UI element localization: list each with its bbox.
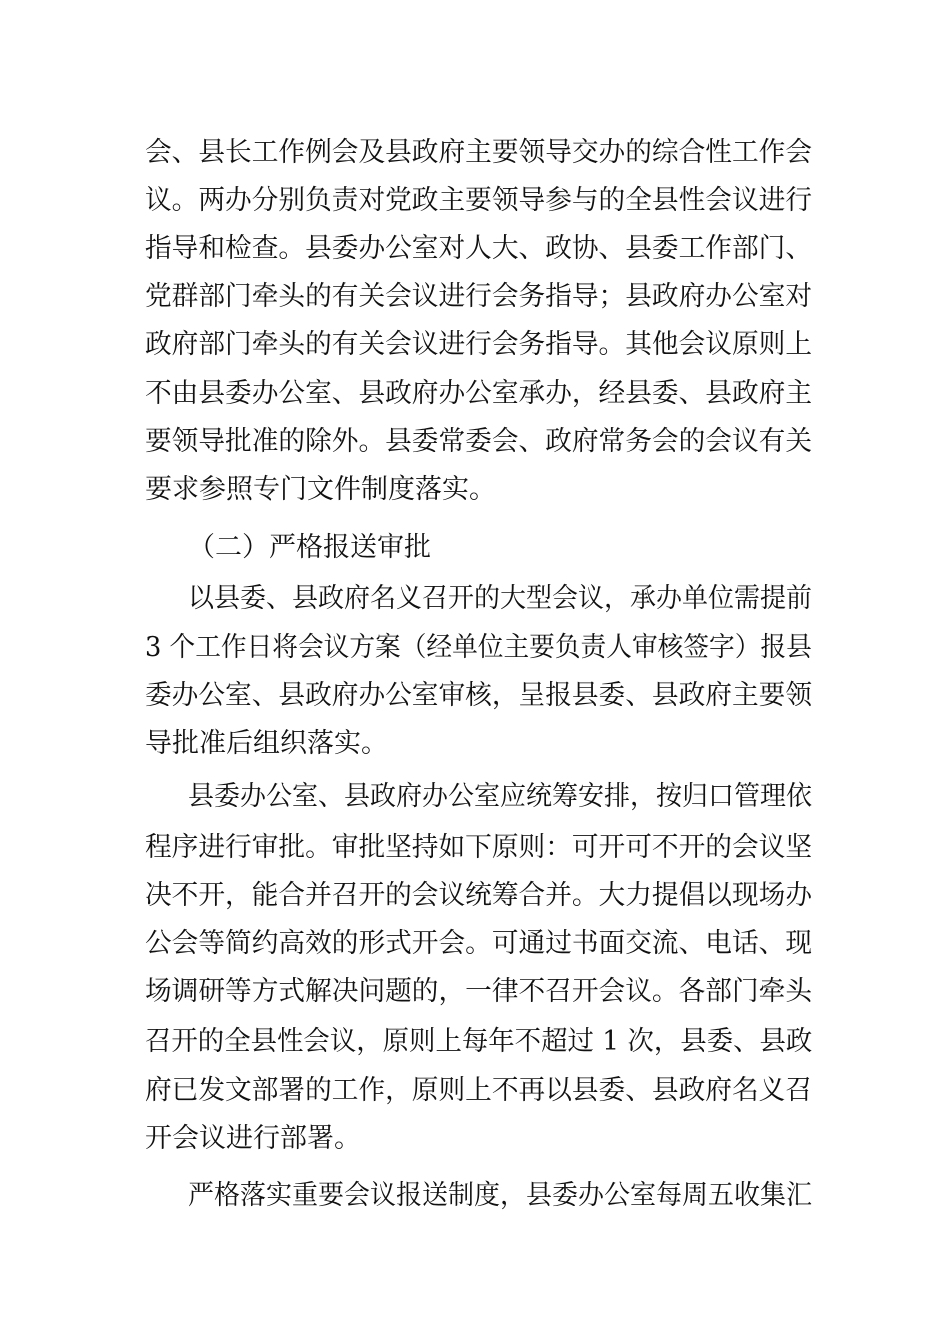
body-text-line: 指导和检查。县委办公室对人大、政协、县委工作部门、: [145, 233, 812, 264]
body-text-line: 开会议进行部署。: [145, 1123, 361, 1154]
body-text-line: 召开的全县性会议，原则上每年不超过 1 次，县委、县政: [145, 1026, 813, 1057]
body-text-line: 导批准后组织落实。: [145, 728, 388, 759]
body-text-line: 要求参照专门文件制度落实。: [145, 474, 496, 505]
body-text-line: 委办公室、县政府办公室审核，呈报县委、县政府主要领: [145, 680, 812, 711]
body-text-line: 县委办公室、县政府办公室应统筹安排，按归口管理依: [188, 781, 812, 812]
body-text-line: 府已发文部署的工作，原则上不再以县委、县政府名义召: [145, 1075, 812, 1106]
body-text-line: 以县委、县政府名义召开的大型会议，承办单位需提前: [188, 583, 812, 614]
body-text-line: 程序进行审批。审批坚持如下原则：可开可不开的会议坚: [145, 832, 812, 863]
section-heading: （二）严格报送审批: [188, 532, 431, 563]
body-text-line: 决不开，能合并召开的会议统筹合并。大力提倡以现场办: [145, 880, 812, 911]
body-text-line: 会、县长工作例会及县政府主要领导交办的综合性工作会: [145, 137, 812, 168]
body-text-line: 不由县委办公室、县政府办公室承办，经县委、县政府主: [145, 378, 812, 409]
body-text-line: 要领导批准的除外。县委常委会、政府常务会的会议有关: [145, 426, 812, 457]
body-text-line: 政府部门牵头的有关会议进行会务指导。其他会议原则上: [145, 329, 812, 360]
body-text-line: 场调研等方式解决问题的，一律不召开会议。各部门牵头: [145, 976, 812, 1007]
body-text-line: 严格落实重要会议报送制度，县委办公室每周五收集汇: [188, 1180, 812, 1211]
body-text-line: 公会等简约高效的形式开会。可通过书面交流、电话、现: [145, 928, 812, 959]
body-text-line: 议。两办分别负责对党政主要领导参与的全县性会议进行: [145, 185, 812, 216]
body-text-line: 党群部门牵头的有关会议进行会务指导；县政府办公室对: [145, 281, 812, 312]
body-text-line: 3 个工作日将会议方案（经单位主要负责人审核签字）报县: [145, 632, 812, 663]
